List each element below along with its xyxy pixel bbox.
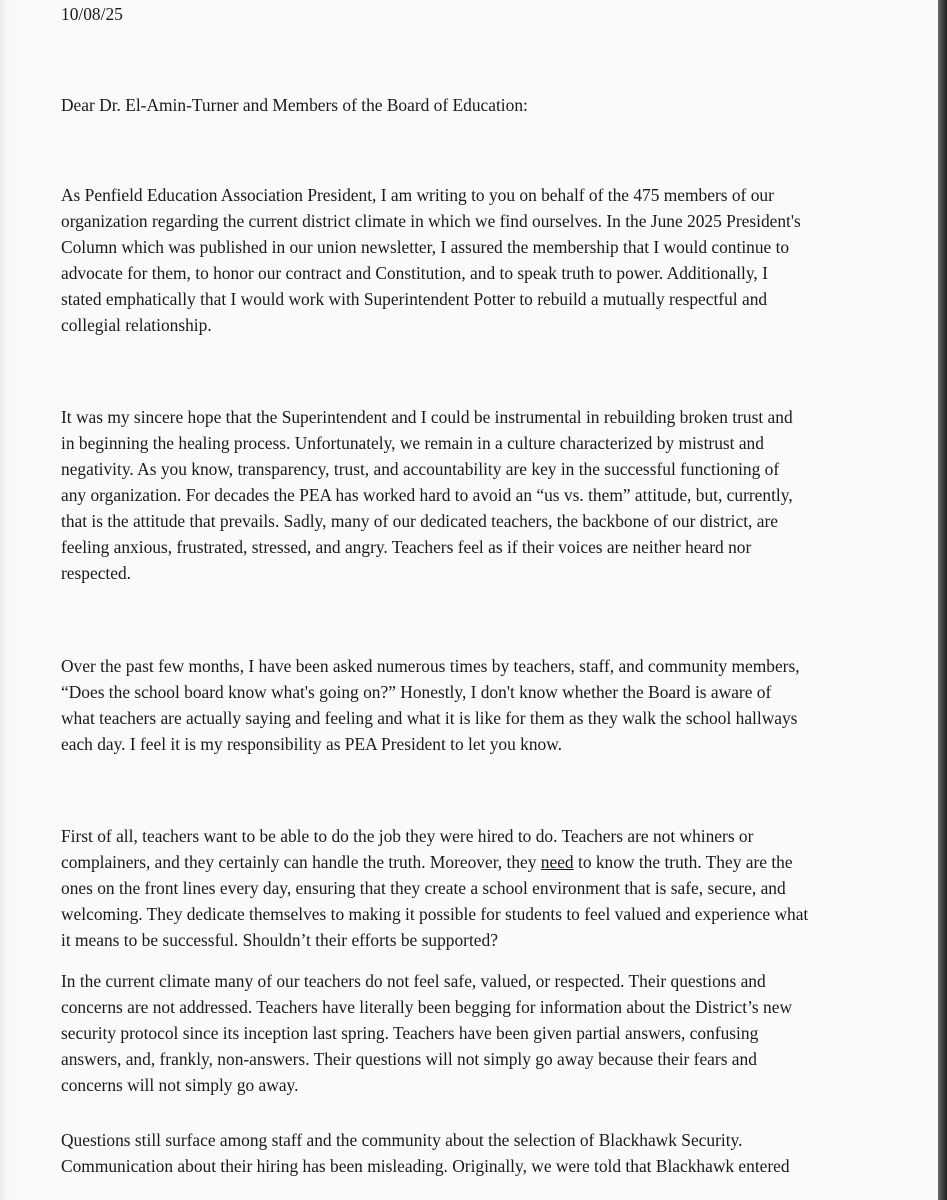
text-line: each day. I feel it is my responsibility as PEA President to let you know. <box>61 734 563 754</box>
text-line: respected. <box>61 563 132 583</box>
text-line: Column which was published in our union newsletter, I assured the membership that I would continue to <box>61 237 790 257</box>
text-line <box>61 849 901 875</box>
text-line: negativity. As you know, transparency, trust, and accountability are key in the successful functioning of <box>61 459 780 479</box>
text-line: security protocol since its inception last spring. Teachers have been given partial answers, confusing <box>61 1023 759 1043</box>
text-line: ones on the front lines every day, ensuring that they create a school environment that is safe, secure, and <box>61 878 786 898</box>
text-line: it means to be successful. Shouldn’t their efforts be supported? <box>61 930 498 950</box>
text-line: In the current climate many of our teachers do not feel safe, valued, or respected. Their questions and <box>61 971 766 991</box>
text-line: Over the past few months, I have been asked numerous times by teachers, staff, and community members, <box>61 656 800 676</box>
text-line: concerns will not simply go away. <box>61 1075 299 1095</box>
text-line: in beginning the healing process. Unfortunately, we remain in a culture characterized by mistrust and <box>61 433 764 453</box>
paragraph-2 <box>61 404 901 586</box>
text-line: First of all, teachers want to be able to do the job they were hired to do. Teachers are not whiners or <box>61 826 754 846</box>
text-segment: complainers, and they certainly can handle the truth. Moreover, they <box>61 852 541 872</box>
text-line: what teachers are actually saying and feeling and what it is like for them as they walk the school hallways <box>61 708 798 728</box>
text-line: It was my sincere hope that the Superintendent and I could be instrumental in rebuilding broken trust and <box>61 407 793 427</box>
paragraph-5 <box>61 968 901 1098</box>
text-line: Questions still surface among staff and the community about the selection of Blackhawk Security. <box>61 1130 743 1150</box>
paragraph-3 <box>61 653 901 757</box>
page-edge-shadow <box>938 0 947 1200</box>
text-line: concerns are not addressed. Teachers have literally been begging for information about the District’s new <box>61 997 793 1017</box>
text-line: Communication about their hiring has been misleading. Originally, we were told that Blackhawk entered <box>61 1156 790 1176</box>
underlined-word: need <box>540 852 574 872</box>
paragraph-6 <box>61 1127 901 1179</box>
text-line: As Penfield Education Association President, I am writing to you on behalf of the 475 members of our <box>61 185 774 205</box>
letter-date: 10/08/25 <box>61 4 123 24</box>
text-line: that is the attitude that prevails. Sadly, many of our dedicated teachers, the backbone of our district, are <box>61 511 778 531</box>
text-line: stated emphatically that I would work with Superintendent Potter to rebuild a mutually respectful and <box>61 289 768 309</box>
letter-salutation: Dear Dr. El-Amin-Turner and Members of the Board of Education: <box>61 95 528 115</box>
text-line: feeling anxious, frustrated, stressed, and angry. Teachers feel as if their voices are neither heard nor <box>61 537 752 557</box>
text-line: any organization. For decades the PEA has worked hard to avoid an “us vs. them” attitude, but, currently, <box>61 485 793 505</box>
text-line: advocate for them, to honor our contract and Constitution, and to speak truth to power. Additionally, I <box>61 263 768 283</box>
text-line: collegial relationship. <box>61 315 212 335</box>
text-line: answers, and, frankly, non-answers. Their questions will not simply go away because their fears and <box>61 1049 757 1069</box>
text-line: welcoming. They dedicate themselves to making it possible for students to feel valued and experience what <box>61 904 809 924</box>
paragraph-1 <box>61 182 901 338</box>
text-segment: to know the truth. They are the <box>573 852 793 872</box>
text-line: “Does the school board know what's going on?” Honestly, I don't know whether the Board is aware of <box>61 682 772 702</box>
text-line: organization regarding the current district climate in which we find ourselves. In the June 2025 President's <box>61 211 801 231</box>
paragraph-4 <box>61 823 901 953</box>
